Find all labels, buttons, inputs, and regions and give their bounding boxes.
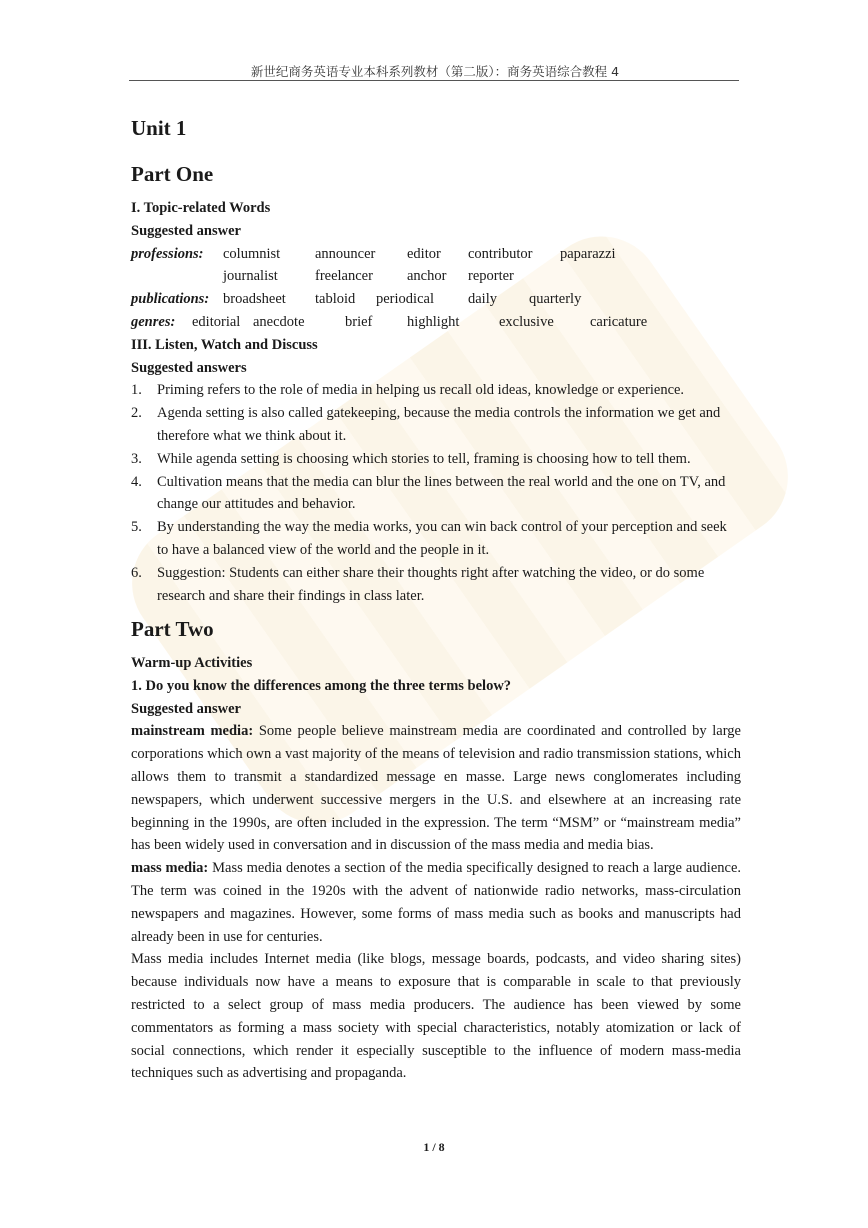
mainstream-label: mainstream media: — [131, 723, 254, 740]
genres-label: genres: — [131, 313, 176, 330]
mass-text: Mass media denotes a section of the media specifically designed to reach a large audience. The term was coined in the 1920s with the advent of nationwide radio networks, mass-circulation newspapers and magazines. However, some forms of mass media such as books and manuscripts had already been in use for centuries. — [131, 860, 742, 945]
section3-subtitle: Suggested answers — [131, 359, 247, 376]
word: journalist — [223, 268, 278, 285]
list-item — [131, 516, 741, 562]
part-two-body — [131, 652, 741, 1085]
word: editor — [407, 245, 441, 262]
q1-title: 1. Do you know the differences among the three terms below? — [131, 677, 512, 694]
item-number: 4. — [131, 473, 142, 490]
q1-subtitle: Suggested answer — [131, 700, 241, 717]
genres-row — [131, 311, 741, 334]
item-text: By understanding the way the media works, you can win back control of your perception and seek to have a balanced view of the world and the people in it. — [157, 519, 727, 558]
word: announcer — [315, 245, 376, 262]
list-item — [131, 379, 741, 402]
section1-title: I. Topic-related Words — [131, 200, 271, 216]
part-one-words — [131, 197, 741, 607]
word: reporter — [468, 268, 514, 285]
item-text: Agenda setting is also called gatekeeping, because the media controls the information we get and therefore what we think about it. — [157, 405, 721, 444]
part-one-title: Part One — [131, 162, 214, 186]
word: paparazzi — [560, 245, 616, 262]
list-item — [131, 471, 741, 517]
word: quarterly — [529, 291, 582, 308]
item-text: Cultivation means that the media can blur the lines between the real world and the one on TV, and change our attitudes and behavior. — [157, 473, 726, 513]
section1-subtitle: Suggested answer — [131, 222, 241, 239]
header-rule — [129, 80, 739, 81]
item-text: Priming refers to the role of media in helping us recall old ideas, knowledge or experience. — [157, 382, 685, 399]
item-number: 6. — [131, 564, 142, 581]
professions-row-2 — [131, 265, 741, 288]
list-item — [131, 448, 741, 471]
professions-row-1 — [131, 243, 741, 266]
mainstream-text: Some people believe mainstream media are coordinated and controlled by large corporations which own a vast majority of the means of television and radio transmission stations, which allows them to transmit a standardized message en masse. Large news conglomerates including newspapers, which underwent successive mergers in the U.S. and elsewhere at an increasing rate beginning in the 1990s, are often included in the expression. The term “MSM” or “mainstream media” has been widely used in conversation and in discussion of the mass media and media bias. — [131, 723, 741, 854]
word: anecdote — [253, 313, 305, 330]
part-two-title: Part Two — [131, 617, 214, 641]
publications-row — [131, 288, 741, 311]
running-header: 新世纪商务英语专业本科系列教材（第二版）：商务英语综合教程 4 — [250, 64, 620, 79]
item-number: 5. — [131, 519, 142, 536]
item-text: Suggestion: Students can either share their thoughts right after watching the video, or do some research and share their findings in class later. — [157, 564, 705, 604]
word: anchor — [407, 268, 447, 285]
word: broadsheet — [223, 291, 286, 308]
word: freelancer — [315, 268, 373, 285]
mass-label: mass media: — [131, 860, 209, 877]
publications-label: publications: — [131, 291, 210, 308]
word: daily — [468, 291, 497, 308]
list-item — [131, 562, 741, 608]
page-number: 1 / 8 — [423, 1140, 445, 1154]
word: contributor — [468, 245, 533, 262]
word: highlight — [407, 313, 460, 330]
section3-title: III. Listen, Watch and Discuss — [131, 336, 318, 353]
word: periodical — [376, 291, 434, 308]
warmup-title: Warm-up Activities — [131, 655, 253, 671]
mass-paragraph-2: Mass media includes Internet media (like blogs, message boards, podcasts, and video sharing sites) because individuals now have a means to exposure that is comparable in scale to that previously restricted to a select group of mass media producers. The audience has been viewed by some commentators as forming a mass society with special characteristics, notably atomization or lack of social connections, which render it especially susceptible to the influence of modern mass-media techniques such as advertising and propaganda. — [131, 951, 741, 1082]
item-number: 2. — [131, 405, 142, 422]
word: caricature — [590, 313, 648, 330]
list-item — [131, 402, 741, 448]
word: editorial — [192, 313, 241, 330]
professions-label: professions: — [131, 245, 204, 262]
word: exclusive — [499, 313, 554, 330]
unit-title: Unit 1 — [131, 116, 187, 140]
item-number: 1. — [131, 382, 142, 399]
item-text: While agenda setting is choosing which stories to tell, framing is choosing how to tell them. — [157, 450, 691, 467]
answers-list — [131, 379, 741, 607]
mass-paragraph — [131, 857, 741, 948]
mainstream-paragraph — [131, 720, 741, 857]
word: tabloid — [315, 291, 356, 308]
item-number: 3. — [131, 450, 142, 467]
word: columnist — [223, 245, 281, 262]
word: brief — [345, 313, 373, 330]
